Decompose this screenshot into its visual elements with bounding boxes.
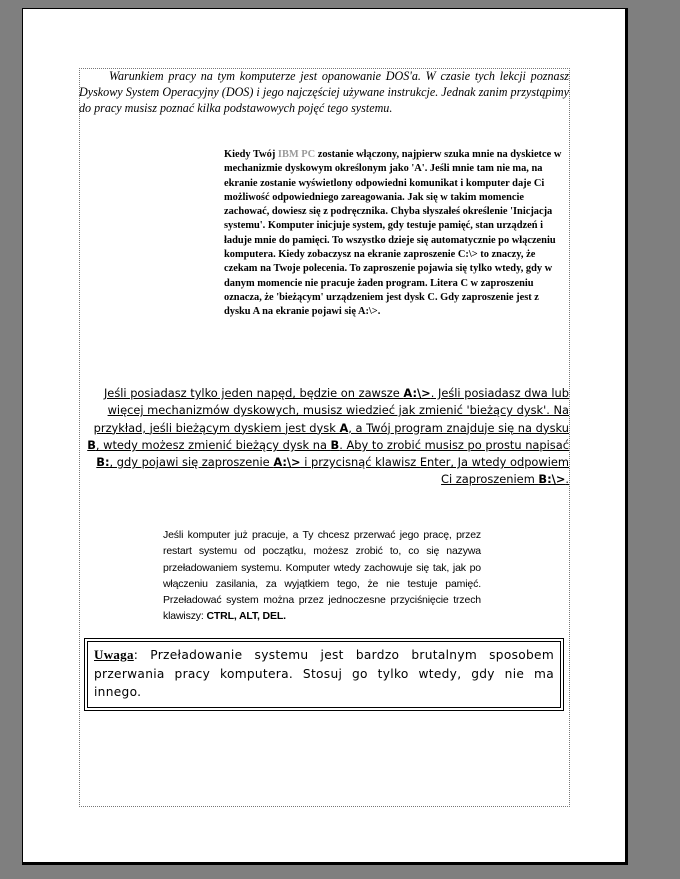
drive-letter: A — [339, 420, 349, 435]
drives-text: . — [565, 472, 569, 487]
drive-prompt: A:\> — [273, 455, 301, 470]
drive-letter: B — [87, 437, 96, 452]
restart-text: Jeśli komputer już pracuje, a Ty chcesz przerwać jego pracę, przez restart systemu od początku, możesz zrobić to, co się nazywa przeładowaniem systemu. Komputer wtedy zachowuje się tak, jak po włączeniu zasilania, za wyjątkiem tego, że nie testuje pamięć. Przeładować system można przez jednoczesne przyciśnięcie trzech klawiszy: — [163, 529, 481, 623]
drive-command: B: — [96, 455, 110, 470]
warning-body: : Przeładowanie systemu jest bardzo brutalnym sposobem przerwania pracy komputera. Stosuj go tylko wtedy, gdy nie ma innego. — [94, 648, 554, 700]
ibm-pc-brand: IBM PC — [277, 149, 316, 160]
drives-text: Jeśli posiadasz tylko jeden napęd, będzie on zawsze — [103, 386, 404, 400]
intro-paragraph: Warunkiem pracy na tym komputerze jest opanowanie DOS'a. W czasie tych lekcji poznasz Dyskowy System Operacyjny (DOS) i jego najczęściej używane instrukcje. Jednak zanim przystąpimy do pracy musisz poznać kilka podstawowych pojęć tego systemu. — [79, 69, 569, 116]
drives-text: . Jeśli posiadasz dwa lub więcej mechanizmów dyskowych, musisz wiedzieć jak zmienić 'bieżący dysk'. Na przykład, jeśli bieżącym dyskiem jest dysk — [93, 386, 569, 435]
boot-paragraph — [224, 148, 564, 320]
drives-text: , gdy pojawi się zaproszenie — [109, 455, 274, 470]
drives-text: i przycisnąć klawisz Enter, Ja wtedy odpowiem Ci zaproszeniem — [300, 455, 569, 487]
boot-body: zostanie włączony, najpierw szuka mnie na dyskietce w mechanizmie dyskowym określonym jako 'A'. Jeśli mnie tam nie ma, na ekranie zostanie wyświetlony odpowiedni komunikat i komputer daje Ci możliwość odpowiedniego zareagowania. Jak się w takim momencie zachować, dowiesz się z podręcznika. Chyba słyszałeś określenie 'Inicjacja systemu'. Komputer inicjuje system, gdy testuje pamięć, stan urządzeń i ładuje mnie do pamięci. To wszystko dzieje się automatycznie po włączeniu komputera. Kiedy zobaczysz na ekranie zaproszenie C:\> to znaczy, że czekam na Twoje polecenia. To zaproszenie pojawia się tylko wtedy, gdy w danym momencie nie pracuje żaden program. Litera C w zaproszeniu oznacza, że 'bieżącym' urządzeniem jest dysk C. Gdy zaproszenie jest z dysku A na ekranie pojawi się A:\>. — [224, 149, 562, 318]
warning-text — [94, 646, 554, 702]
restart-paragraph — [163, 527, 481, 625]
drives-text: , wtedy możesz zmienić bieżący dysk na — [95, 437, 331, 452]
drives-text: , a Twój program znajduje się na dysku — [348, 420, 569, 435]
boot-prefix: Kiedy Twój — [224, 149, 276, 160]
warning-box — [84, 638, 564, 711]
drives-text: . Aby to zrobić musisz po prostu napisać — [339, 437, 569, 452]
drive-letter: B — [330, 437, 340, 452]
drive-prompt: A:\> — [403, 386, 431, 400]
drives-paragraph — [82, 385, 569, 489]
drive-prompt: B:\> — [538, 472, 566, 487]
warning-label: Uwaga — [94, 647, 134, 662]
key-combo: CTRL, ALT, DEL. — [206, 610, 286, 623]
